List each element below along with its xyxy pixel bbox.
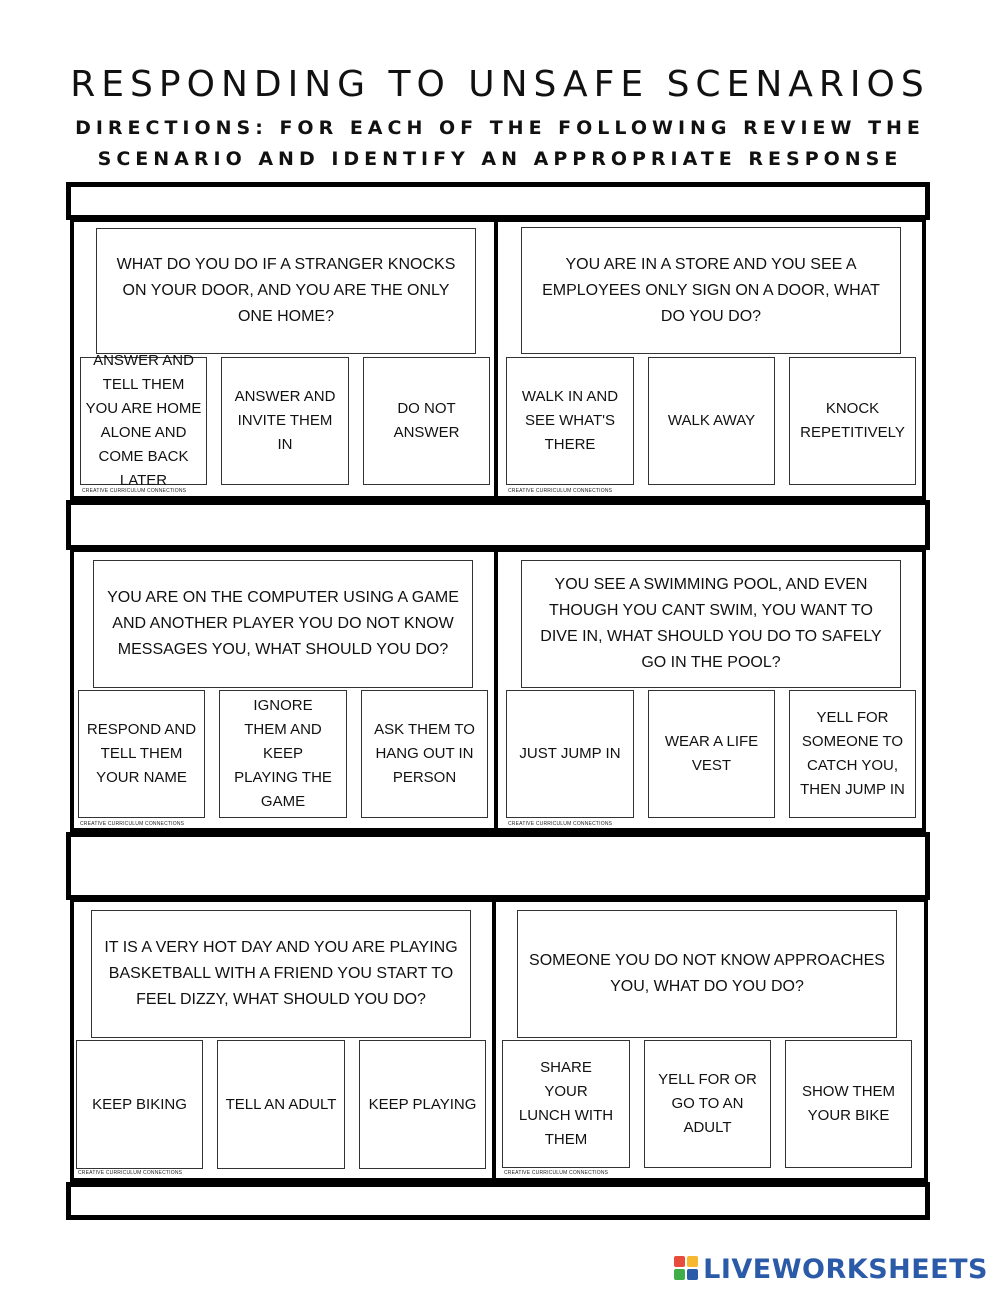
answer-band-4[interactable] — [66, 1182, 930, 1220]
answer-card-3b[interactable]: IGNORE THEM AND KEEP PLAYING THE GAME — [219, 690, 347, 818]
answer-card-5a[interactable]: KEEP BIKING — [76, 1040, 203, 1169]
credit-label: CREATIVE CURRICULUM CONNECTIONS — [82, 488, 187, 494]
credit-label: CREATIVE CURRICULUM CONNECTIONS — [508, 821, 613, 827]
answer-card-1b[interactable]: ANSWER AND INVITE THEM IN — [221, 357, 349, 485]
question-box-3: YOU ARE ON THE COMPUTER USING A GAME AND ANOTHER PLAYER YOU DO NOT KNOW MESSAGES YOU, WHAT SHOULD YOU DO? — [93, 560, 473, 688]
answer-band-1[interactable] — [66, 182, 930, 220]
answer-card-6a[interactable]: SHARE YOUR LUNCH WITH THEM — [502, 1040, 630, 1168]
answer-card-1c[interactable]: DO NOT ANSWER — [363, 357, 490, 485]
question-box-6: SOMEONE YOU DO NOT KNOW APPROACHES YOU, WHAT DO YOU DO? — [517, 910, 897, 1038]
directions-line-1: DIRECTIONS: FOR EACH OF THE FOLLOWING REVIEW THE — [75, 117, 925, 139]
credit-label: CREATIVE CURRICULUM CONNECTIONS — [78, 1170, 183, 1176]
answer-card-2a[interactable]: WALK IN AND SEE WHAT'S THERE — [506, 357, 634, 485]
answer-card-1a[interactable]: ANSWER AND TELL THEM YOU ARE HOME ALONE AND COME BACK LATER — [80, 357, 207, 485]
answer-card-6b[interactable]: YELL FOR OR GO TO AN ADULT — [644, 1040, 771, 1168]
question-box-4: YOU SEE A SWIMMING POOL, AND EVEN THOUGH YOU CANT SWIM, YOU WANT TO DIVE IN, WHAT SHOULD YOU DO TO SAFELY GO IN THE POOL? — [521, 560, 901, 688]
answer-band-3[interactable] — [66, 832, 930, 900]
answer-card-4c[interactable]: YELL FOR SOMEONE TO CATCH YOU, THEN JUMP IN — [789, 690, 916, 818]
answer-card-3c[interactable]: ASK THEM TO HANG OUT IN PERSON — [361, 690, 488, 818]
answer-card-2b[interactable]: WALK AWAY — [648, 357, 775, 485]
answer-card-4b[interactable]: WEAR A LIFE VEST — [648, 690, 775, 818]
credit-label: CREATIVE CURRICULUM CONNECTIONS — [508, 488, 613, 494]
answer-band-2[interactable] — [66, 500, 930, 550]
page-title: RESPONDING TO UNSAFE SCENARIOS — [70, 64, 930, 105]
answer-card-6c[interactable]: SHOW THEM YOUR BIKE — [785, 1040, 912, 1168]
question-box-1: WHAT DO YOU DO IF A STRANGER KNOCKS ON YOUR DOOR, AND YOU ARE THE ONLY ONE HOME? — [96, 228, 476, 354]
directions-line-2: SCENARIO AND IDENTIFY AN APPROPRIATE RESPONSE — [97, 148, 903, 170]
credit-label: CREATIVE CURRICULUM CONNECTIONS — [504, 1170, 609, 1176]
liveworksheets-logo-text: LIVEWORKSHEETS — [703, 1253, 988, 1285]
answer-card-4a[interactable]: JUST JUMP IN — [506, 690, 634, 818]
liveworksheets-logo-icon — [674, 1256, 700, 1282]
answer-card-5b[interactable]: TELL AN ADULT — [217, 1040, 345, 1169]
credit-label: CREATIVE CURRICULUM CONNECTIONS — [80, 821, 185, 827]
liveworksheets-logo — [674, 1254, 988, 1284]
answer-card-3a[interactable]: RESPOND AND TELL THEM YOUR NAME — [78, 690, 205, 818]
answer-card-5c[interactable]: KEEP PLAYING — [359, 1040, 486, 1169]
question-box-5: IT IS A VERY HOT DAY AND YOU ARE PLAYING BASKETBALL WITH A FRIEND YOU START TO FEEL DIZZY, WHAT SHOULD YOU DO? — [91, 910, 471, 1038]
question-box-2: YOU ARE IN A STORE AND YOU SEE A EMPLOYEES ONLY SIGN ON A DOOR, WHAT DO YOU DO? — [521, 227, 901, 354]
answer-card-2c[interactable]: KNOCK REPETITIVELY — [789, 357, 916, 485]
